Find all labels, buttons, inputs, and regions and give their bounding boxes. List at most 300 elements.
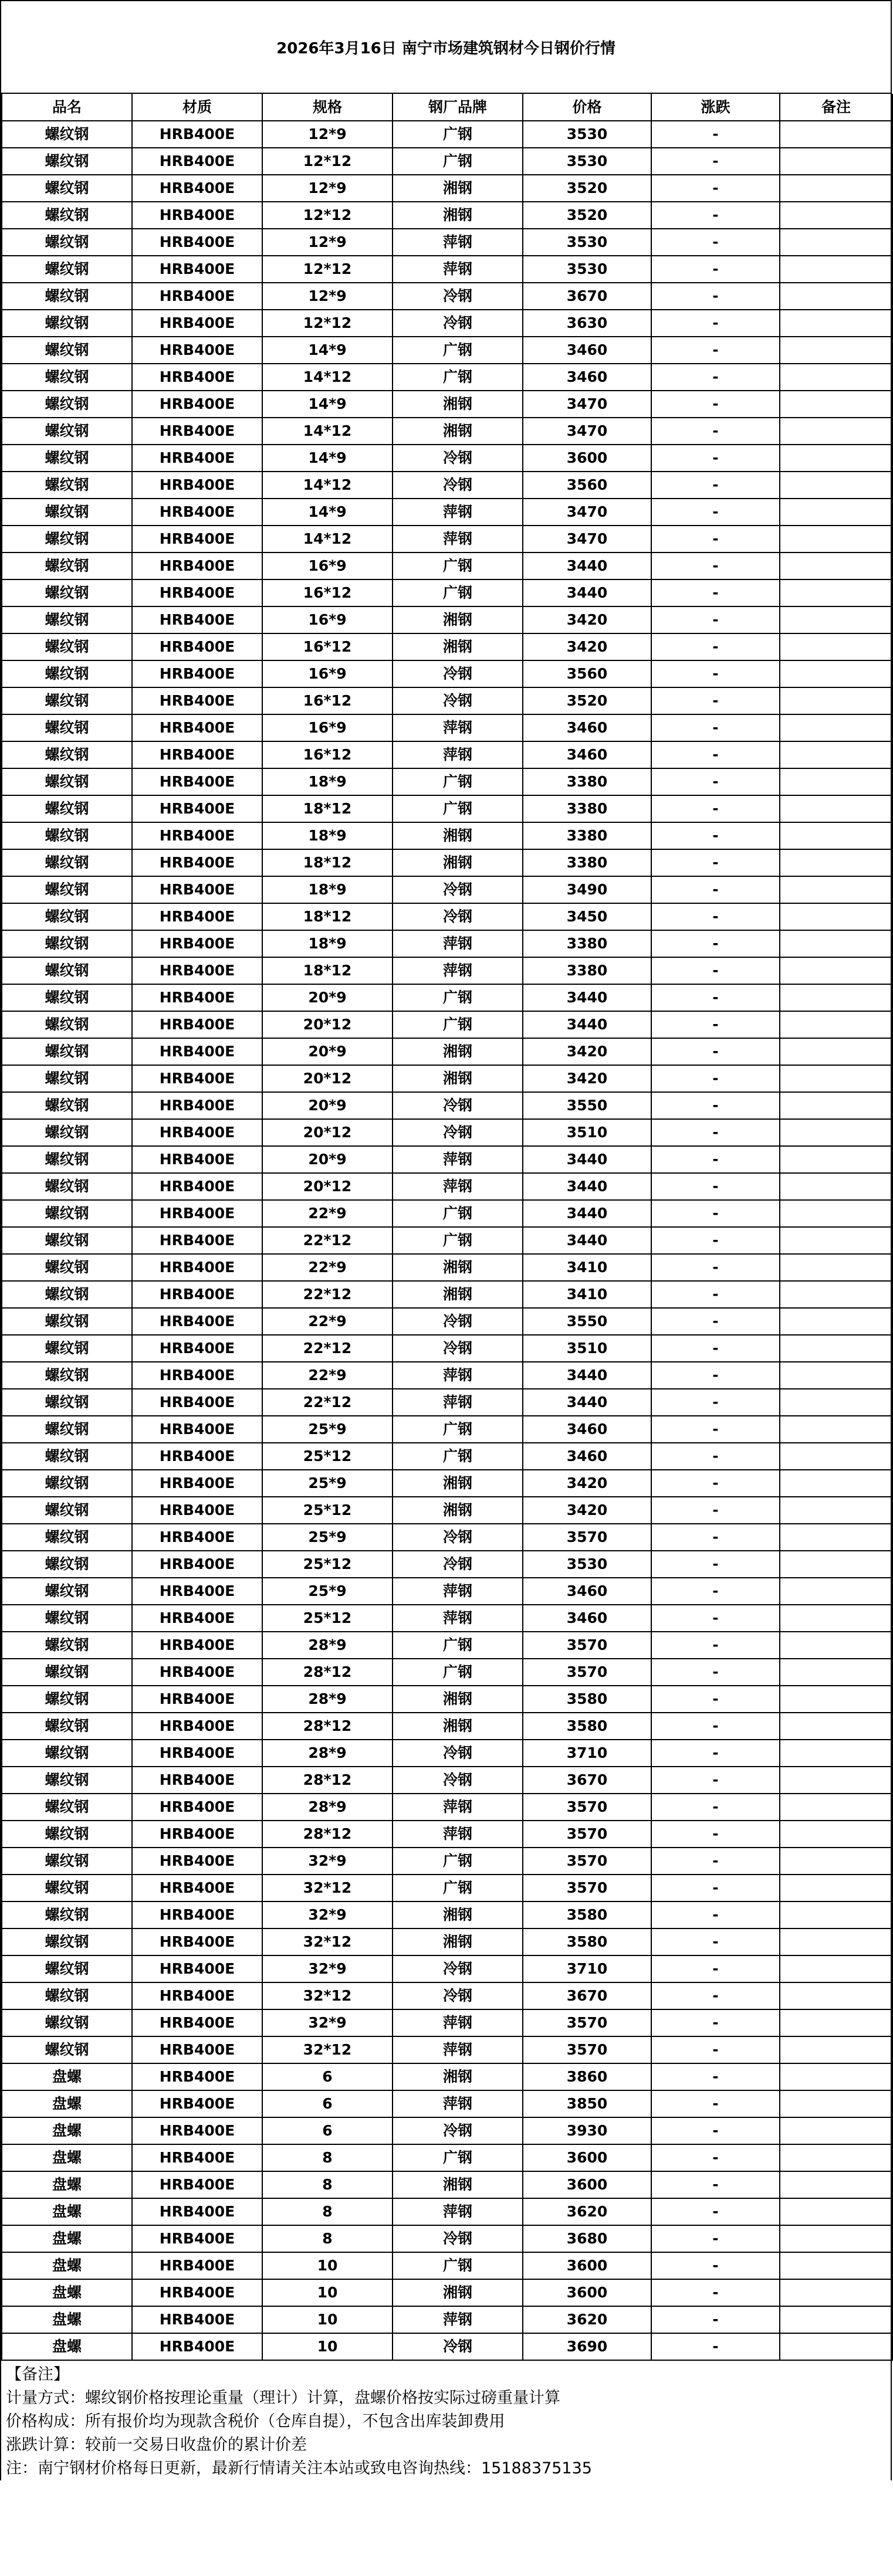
cell-product: 螺纹钢 <box>2 1659 132 1686</box>
cell-price: 3380 <box>523 822 651 849</box>
cell-spec: 18*12 <box>262 957 393 984</box>
cell-material: HRB400E <box>132 903 262 930</box>
cell-remark <box>780 1497 892 1524</box>
cell-product: 盘螺 <box>2 2090 132 2117</box>
cell-material: HRB400E <box>132 687 262 714</box>
cell-change: - <box>651 714 780 741</box>
cell-material: HRB400E <box>132 1821 262 1848</box>
title-row <box>1 0 891 94</box>
cell-material: HRB400E <box>132 1254 262 1281</box>
cell-material: HRB400E <box>132 1335 262 1362</box>
cell-change: - <box>651 606 780 633</box>
cell-brand: 广钢 <box>393 579 523 606</box>
cell-product: 螺纹钢 <box>2 1794 132 1821</box>
cell-spec: 20*9 <box>262 1092 393 1119</box>
cell-spec: 25*9 <box>262 1578 393 1605</box>
cell-spec: 28*9 <box>262 1632 393 1659</box>
cell-brand: 冷钢 <box>393 472 523 499</box>
cell-price: 3380 <box>523 930 651 957</box>
cell-spec: 12*9 <box>262 283 393 310</box>
cell-change: - <box>651 2225 780 2252</box>
cell-product: 盘螺 <box>2 2198 132 2225</box>
cell-spec: 32*9 <box>262 1902 393 1928</box>
cell-brand: 广钢 <box>393 1011 523 1038</box>
table-row <box>2 1092 892 1119</box>
cell-remark <box>780 1955 892 1982</box>
cell-spec: 16*12 <box>262 633 393 660</box>
cell-product: 螺纹钢 <box>2 1551 132 1578</box>
cell-price: 3620 <box>523 2198 651 2225</box>
cell-spec: 18*9 <box>262 876 393 903</box>
cell-remark <box>780 283 892 310</box>
cell-brand: 冷钢 <box>393 2225 523 2252</box>
cell-change: - <box>651 1794 780 1821</box>
table-row <box>2 1335 892 1362</box>
table-row <box>2 499 892 526</box>
cell-remark <box>780 1281 892 1308</box>
cell-product: 螺纹钢 <box>2 553 132 579</box>
cell-brand: 萍钢 <box>393 1794 523 1821</box>
table-row <box>2 1146 892 1173</box>
cell-remark <box>780 687 892 714</box>
cell-remark <box>780 1200 892 1227</box>
cell-spec: 28*12 <box>262 1659 393 1686</box>
cell-remark <box>780 1038 892 1065</box>
cell-material: HRB400E <box>132 2117 262 2144</box>
cell-product: 螺纹钢 <box>2 175 132 202</box>
cell-remark <box>780 148 892 175</box>
cell-price: 3470 <box>523 526 651 553</box>
cell-product: 螺纹钢 <box>2 472 132 499</box>
cell-material: HRB400E <box>132 2279 262 2306</box>
cell-product: 螺纹钢 <box>2 1254 132 1281</box>
cell-change: - <box>651 1038 780 1065</box>
cell-price: 3930 <box>523 2117 651 2144</box>
cell-material: HRB400E <box>132 1848 262 1875</box>
cell-price: 3510 <box>523 1335 651 1362</box>
table-row <box>2 1119 892 1146</box>
cell-brand: 冷钢 <box>393 1955 523 1982</box>
table-row <box>2 364 892 391</box>
cell-product: 螺纹钢 <box>2 1605 132 1632</box>
cell-material: HRB400E <box>132 957 262 984</box>
cell-change: - <box>651 1119 780 1146</box>
cell-spec: 25*9 <box>262 1416 393 1443</box>
cell-change: - <box>651 2333 780 2360</box>
cell-price: 3550 <box>523 1092 651 1119</box>
cell-remark <box>780 984 892 1011</box>
cell-price: 3570 <box>523 2009 651 2036</box>
cell-price: 3440 <box>523 1362 651 1389</box>
cell-spec: 25*12 <box>262 1605 393 1632</box>
cell-product: 螺纹钢 <box>2 1011 132 1038</box>
cell-change: - <box>651 1200 780 1227</box>
cell-material: HRB400E <box>132 1011 262 1038</box>
cell-remark <box>780 1740 892 1767</box>
cell-remark <box>780 930 892 957</box>
cell-material: HRB400E <box>132 714 262 741</box>
cell-change: - <box>651 148 780 175</box>
cell-spec: 32*9 <box>262 1955 393 1982</box>
cell-brand: 萍钢 <box>393 2009 523 2036</box>
cell-material: HRB400E <box>132 1200 262 1227</box>
cell-price: 3460 <box>523 714 651 741</box>
cell-change: - <box>651 310 780 337</box>
cell-price: 3530 <box>523 256 651 283</box>
cell-spec: 16*9 <box>262 660 393 687</box>
table-row <box>2 1362 892 1389</box>
cell-spec: 22*9 <box>262 1200 393 1227</box>
cell-brand: 广钢 <box>393 1200 523 1227</box>
cell-brand: 冷钢 <box>393 1551 523 1578</box>
cell-remark <box>780 2252 892 2279</box>
table-row <box>2 1794 892 1821</box>
table-row <box>2 984 892 1011</box>
table-row <box>2 553 892 579</box>
cell-material: HRB400E <box>132 1955 262 1982</box>
cell-material: HRB400E <box>132 2171 262 2198</box>
cell-brand: 湘钢 <box>393 849 523 876</box>
cell-brand: 湘钢 <box>393 2279 523 2306</box>
cell-price: 3440 <box>523 1227 651 1254</box>
cell-material: HRB400E <box>132 822 262 849</box>
cell-price: 3570 <box>523 1848 651 1875</box>
cell-change: - <box>651 2279 780 2306</box>
cell-remark <box>780 1524 892 1551</box>
notes-heading: 【备注】 <box>6 2365 69 2384</box>
cell-brand: 萍钢 <box>393 1173 523 1200</box>
cell-price: 3580 <box>523 1713 651 1740</box>
cell-material: HRB400E <box>132 930 262 957</box>
cell-spec: 12*9 <box>262 175 393 202</box>
cell-product: 盘螺 <box>2 2225 132 2252</box>
cell-change: - <box>651 445 780 472</box>
table-row <box>2 1982 892 2009</box>
cell-brand: 萍钢 <box>393 741 523 768</box>
header-change: 涨跌 <box>651 94 780 121</box>
cell-material: HRB400E <box>132 2090 262 2117</box>
cell-remark <box>780 256 892 283</box>
cell-change: - <box>651 364 780 391</box>
cell-price: 3420 <box>523 1038 651 1065</box>
table-row <box>2 283 892 310</box>
cell-remark <box>780 2225 892 2252</box>
cell-product: 螺纹钢 <box>2 1362 132 1389</box>
cell-price: 3630 <box>523 310 651 337</box>
cell-remark <box>780 1119 892 1146</box>
cell-spec: 28*12 <box>262 1767 393 1794</box>
cell-brand: 萍钢 <box>393 1605 523 1632</box>
cell-price: 3420 <box>523 1497 651 1524</box>
cell-change: - <box>651 1281 780 1308</box>
cell-brand: 湘钢 <box>393 391 523 418</box>
table-row <box>2 1713 892 1740</box>
cell-product: 盘螺 <box>2 2144 132 2171</box>
cell-price: 3600 <box>523 2279 651 2306</box>
cell-brand: 冷钢 <box>393 1740 523 1767</box>
cell-material: HRB400E <box>132 1902 262 1928</box>
cell-material: HRB400E <box>132 1443 262 1470</box>
cell-material: HRB400E <box>132 795 262 822</box>
cell-product: 螺纹钢 <box>2 1470 132 1497</box>
cell-price: 3570 <box>523 1794 651 1821</box>
cell-brand: 冷钢 <box>393 660 523 687</box>
cell-product: 螺纹钢 <box>2 283 132 310</box>
table-row <box>2 1443 892 1470</box>
notes-section <box>1 2361 891 2480</box>
cell-brand: 广钢 <box>393 795 523 822</box>
table-row <box>2 121 892 148</box>
cell-spec: 10 <box>262 2333 393 2360</box>
cell-price: 3410 <box>523 1281 651 1308</box>
table-row <box>2 1497 892 1524</box>
cell-change: - <box>651 795 780 822</box>
table-row <box>2 1551 892 1578</box>
cell-change: - <box>651 2252 780 2279</box>
cell-spec: 20*9 <box>262 1038 393 1065</box>
cell-brand: 萍钢 <box>393 1389 523 1416</box>
cell-product: 螺纹钢 <box>2 957 132 984</box>
cell-remark <box>780 1821 892 1848</box>
cell-remark <box>780 472 892 499</box>
cell-spec: 14*9 <box>262 499 393 526</box>
cell-change: - <box>651 1928 780 1955</box>
cell-brand: 冷钢 <box>393 1335 523 1362</box>
cell-brand: 湘钢 <box>393 1470 523 1497</box>
cell-brand: 萍钢 <box>393 2036 523 2063</box>
table-row <box>2 2252 892 2279</box>
cell-change: - <box>651 2117 780 2144</box>
cell-material: HRB400E <box>132 256 262 283</box>
cell-product: 螺纹钢 <box>2 1065 132 1092</box>
cell-remark <box>780 121 892 148</box>
cell-remark <box>780 957 892 984</box>
cell-brand: 萍钢 <box>393 714 523 741</box>
cell-product: 螺纹钢 <box>2 202 132 229</box>
cell-brand: 广钢 <box>393 1443 523 1470</box>
cell-product: 螺纹钢 <box>2 660 132 687</box>
cell-price: 3440 <box>523 1389 651 1416</box>
cell-product: 螺纹钢 <box>2 310 132 337</box>
cell-spec: 20*9 <box>262 984 393 1011</box>
cell-change: - <box>651 1902 780 1928</box>
cell-remark <box>780 849 892 876</box>
cell-spec: 14*12 <box>262 472 393 499</box>
cell-remark <box>780 526 892 553</box>
cell-brand: 湘钢 <box>393 1281 523 1308</box>
table-row <box>2 1173 892 1200</box>
cell-product: 盘螺 <box>2 2171 132 2198</box>
cell-brand: 湘钢 <box>393 1497 523 1524</box>
table-row <box>2 1281 892 1308</box>
cell-change: - <box>651 1551 780 1578</box>
cell-price: 3440 <box>523 579 651 606</box>
cell-brand: 冷钢 <box>393 310 523 337</box>
cell-price: 3530 <box>523 1551 651 1578</box>
cell-product: 螺纹钢 <box>2 795 132 822</box>
cell-brand: 广钢 <box>393 1875 523 1902</box>
cell-product: 螺纹钢 <box>2 1982 132 2009</box>
cell-remark <box>780 1578 892 1605</box>
cell-remark <box>780 418 892 445</box>
cell-brand: 广钢 <box>393 984 523 1011</box>
table-row <box>2 418 892 445</box>
header-remark: 备注 <box>780 94 892 121</box>
cell-product: 螺纹钢 <box>2 391 132 418</box>
cell-material: HRB400E <box>132 1065 262 1092</box>
cell-spec: 22*12 <box>262 1281 393 1308</box>
cell-price: 3600 <box>523 2144 651 2171</box>
cell-product: 螺纹钢 <box>2 2009 132 2036</box>
table-row <box>2 1686 892 1713</box>
cell-price: 3420 <box>523 1065 651 1092</box>
cell-price: 3420 <box>523 1470 651 1497</box>
cell-product: 螺纹钢 <box>2 1875 132 1902</box>
cell-product: 螺纹钢 <box>2 1497 132 1524</box>
cell-material: HRB400E <box>132 526 262 553</box>
cell-price: 3510 <box>523 1119 651 1146</box>
cell-price: 3380 <box>523 849 651 876</box>
cell-spec: 6 <box>262 2090 393 2117</box>
cell-brand: 冷钢 <box>393 445 523 472</box>
table-row <box>2 849 892 876</box>
cell-remark <box>780 2090 892 2117</box>
table-row <box>2 795 892 822</box>
cell-spec: 8 <box>262 2144 393 2171</box>
cell-spec: 8 <box>262 2225 393 2252</box>
cell-remark <box>780 1011 892 1038</box>
cell-material: HRB400E <box>132 1389 262 1416</box>
cell-spec: 12*12 <box>262 310 393 337</box>
table-row <box>2 1308 892 1335</box>
table-row <box>2 175 892 202</box>
cell-price: 3530 <box>523 148 651 175</box>
cell-brand: 广钢 <box>393 1416 523 1443</box>
cell-spec: 18*12 <box>262 795 393 822</box>
cell-price: 3580 <box>523 1902 651 1928</box>
cell-price: 3580 <box>523 1928 651 1955</box>
cell-change: - <box>651 1875 780 1902</box>
header-material: 材质 <box>132 94 262 121</box>
cell-price: 3600 <box>523 2171 651 2198</box>
cell-remark <box>780 1686 892 1713</box>
cell-remark <box>780 553 892 579</box>
cell-change: - <box>651 418 780 445</box>
cell-brand: 冷钢 <box>393 1767 523 1794</box>
cell-brand: 冷钢 <box>393 2117 523 2144</box>
cell-remark <box>780 876 892 903</box>
cell-product: 螺纹钢 <box>2 364 132 391</box>
cell-product: 螺纹钢 <box>2 1335 132 1362</box>
cell-remark <box>780 1065 892 1092</box>
cell-remark <box>780 903 892 930</box>
cell-price: 3420 <box>523 633 651 660</box>
cell-material: HRB400E <box>132 2333 262 2360</box>
cell-price: 3620 <box>523 2306 651 2333</box>
cell-remark <box>780 579 892 606</box>
table-row <box>2 1632 892 1659</box>
cell-brand: 萍钢 <box>393 1146 523 1173</box>
cell-material: HRB400E <box>132 2036 262 2063</box>
cell-spec: 22*12 <box>262 1227 393 1254</box>
cell-change: - <box>651 256 780 283</box>
cell-material: HRB400E <box>132 1416 262 1443</box>
cell-remark <box>780 795 892 822</box>
table-row <box>2 660 892 687</box>
cell-spec: 18*12 <box>262 903 393 930</box>
cell-change: - <box>651 903 780 930</box>
table-row <box>2 1524 892 1551</box>
cell-product: 螺纹钢 <box>2 633 132 660</box>
cell-product: 螺纹钢 <box>2 687 132 714</box>
cell-change: - <box>651 1632 780 1659</box>
cell-product: 螺纹钢 <box>2 741 132 768</box>
cell-change: - <box>651 1092 780 1119</box>
table-row <box>2 256 892 283</box>
cell-price: 3670 <box>523 1982 651 2009</box>
cell-spec: 28*12 <box>262 1713 393 1740</box>
table-row <box>2 391 892 418</box>
cell-price: 3380 <box>523 795 651 822</box>
cell-spec: 14*9 <box>262 445 393 472</box>
cell-spec: 32*12 <box>262 2036 393 2063</box>
cell-spec: 14*9 <box>262 337 393 364</box>
cell-product: 盘螺 <box>2 2333 132 2360</box>
cell-remark <box>780 445 892 472</box>
cell-change: - <box>651 1470 780 1497</box>
cell-change: - <box>651 1686 780 1713</box>
cell-remark <box>780 1227 892 1254</box>
table-row <box>2 822 892 849</box>
cell-change: - <box>651 1578 780 1605</box>
cell-brand: 萍钢 <box>393 2306 523 2333</box>
cell-spec: 18*12 <box>262 849 393 876</box>
table-row <box>2 2225 892 2252</box>
cell-material: HRB400E <box>132 1794 262 1821</box>
table-row <box>2 1767 892 1794</box>
cell-spec: 22*9 <box>262 1362 393 1389</box>
cell-brand: 广钢 <box>393 1227 523 1254</box>
cell-material: HRB400E <box>132 1578 262 1605</box>
cell-brand: 广钢 <box>393 337 523 364</box>
cell-price: 3440 <box>523 984 651 1011</box>
table-row <box>2 1659 892 1686</box>
cell-remark <box>780 2117 892 2144</box>
cell-brand: 湘钢 <box>393 1713 523 1740</box>
table-row <box>2 714 892 741</box>
cell-brand: 湘钢 <box>393 1038 523 1065</box>
cell-price: 3520 <box>523 175 651 202</box>
cell-brand: 萍钢 <box>393 499 523 526</box>
cell-change: - <box>651 175 780 202</box>
header-product: 品名 <box>2 94 132 121</box>
cell-brand: 广钢 <box>393 1848 523 1875</box>
cell-spec: 14*12 <box>262 418 393 445</box>
cell-product: 螺纹钢 <box>2 876 132 903</box>
cell-brand: 萍钢 <box>393 957 523 984</box>
cell-product: 螺纹钢 <box>2 499 132 526</box>
cell-material: HRB400E <box>132 472 262 499</box>
cell-remark <box>780 1767 892 1794</box>
cell-price: 3670 <box>523 1767 651 1794</box>
cell-price: 3570 <box>523 1821 651 1848</box>
cell-remark <box>780 1254 892 1281</box>
cell-material: HRB400E <box>132 148 262 175</box>
table-row <box>2 310 892 337</box>
cell-price: 3460 <box>523 741 651 768</box>
cell-remark <box>780 606 892 633</box>
cell-product: 螺纹钢 <box>2 1092 132 1119</box>
